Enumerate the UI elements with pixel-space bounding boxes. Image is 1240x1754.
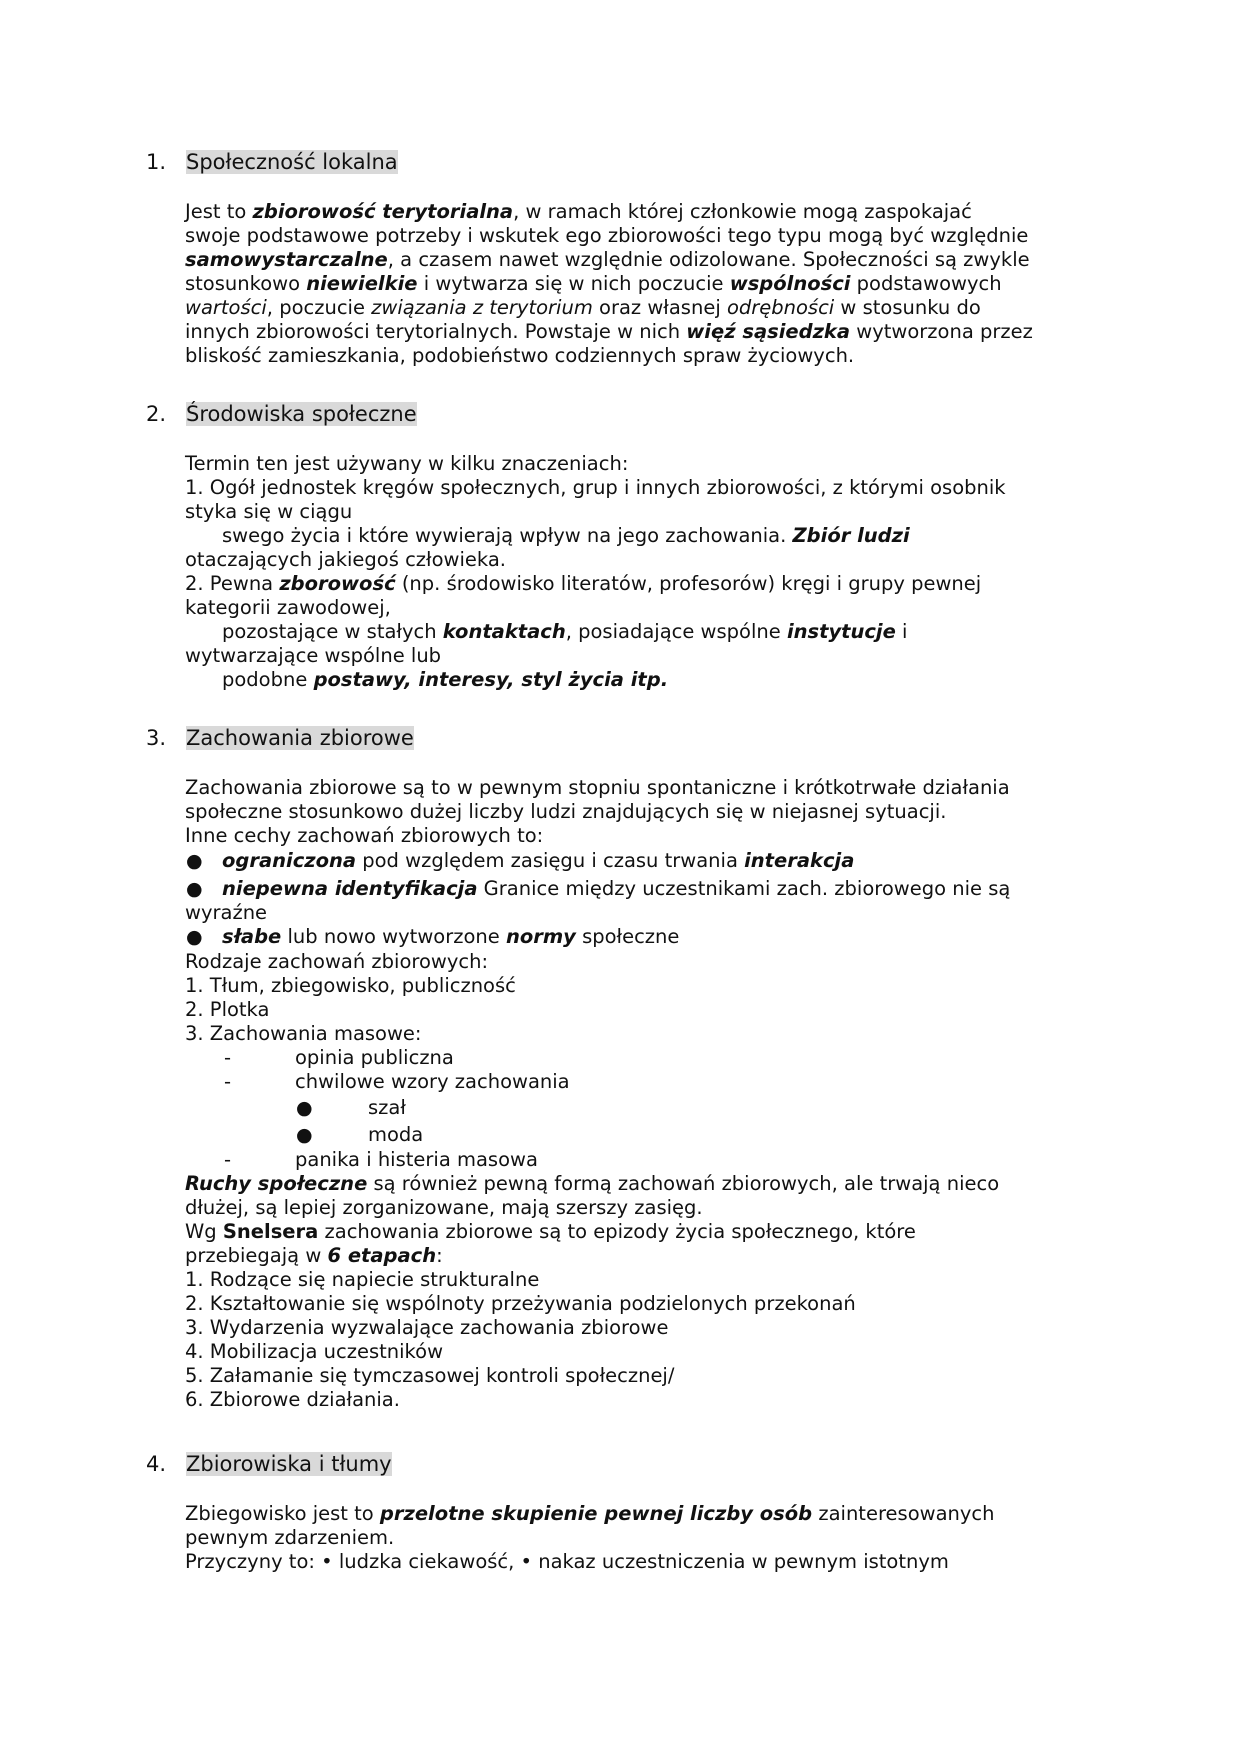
list-item: 6. Zbiorowe działania. xyxy=(185,1388,400,1411)
paragraph-line: przebiegają w 6 etapach: xyxy=(185,1244,443,1267)
paragraph-line: podobne postawy, interesy, styl życia itp. xyxy=(222,668,669,691)
list-item: szał xyxy=(368,1096,406,1119)
list-item: 5. Załamanie się tymczasowej kontroli społecznej/ xyxy=(185,1364,675,1387)
paragraph-line: stosunkowo niewielkie i wytwarza się w nich poczucie wspólności podstawowych xyxy=(185,272,1002,295)
paragraph-line: swego życia i które wywierają wpływ na jego zachowania. Zbiór ludzi xyxy=(222,524,910,547)
paragraph-line: Przyczyny to: • ludzka ciekawość, • nakaz uczestniczenia w pewnym istotnym xyxy=(185,1550,949,1573)
paragraph-line: Termin ten jest używany w kilku znaczeniach: xyxy=(185,452,629,475)
section-number: 2. xyxy=(146,402,167,426)
section-heading xyxy=(183,1452,395,1476)
list-item: panika i histeria masowa xyxy=(295,1148,538,1171)
paragraph-line: Wg Snelsera zachowania zbiorowe są to epizody życia społecznego, które xyxy=(185,1220,916,1243)
list-item: 3. Zachowania masowe: xyxy=(185,1022,422,1045)
paragraph-line: Zachowania zbiorowe są to w pewnym stopniu spontaniczne i krótkotrwałe działania xyxy=(185,776,1010,799)
paragraph-line: wytwarzające wspólne lub xyxy=(185,644,442,667)
paragraph-line: pozostające w stałych kontaktach, posiadające wspólne instytucje i xyxy=(222,620,908,643)
list-item: słabe lub nowo wytworzone normy społeczne xyxy=(222,925,680,948)
list-item: 4. Mobilizacja uczestników xyxy=(185,1340,444,1363)
section-number: 1. xyxy=(146,150,167,174)
section-title: Społeczność lokalna xyxy=(186,150,398,174)
paragraph-line: styka się w ciągu xyxy=(185,500,353,523)
section-number: 4. xyxy=(146,1452,167,1476)
list-item: 1. Rodzące się napiecie strukturalne xyxy=(185,1268,540,1291)
section-title: Zachowania zbiorowe xyxy=(186,726,414,750)
paragraph-line: dłużej, są lepiej zorganizowane, mają szerszy zasięg. xyxy=(185,1196,703,1219)
paragraph-line: Ruchy społeczne są również pewną formą zachowań zbiorowych, ale trwają nieco xyxy=(185,1172,1000,1195)
list-item: 1. Tłum, zbiegowisko, publiczność xyxy=(185,974,516,997)
paragraph-line: Jest to zbiorowość terytorialna, w ramach której członkowie mogą zaspokajać xyxy=(185,200,972,223)
list-item: niepewna identyfikacja Granice między uczestnikami zach. zbiorowego nie są xyxy=(222,877,1011,900)
dash-marker: - xyxy=(224,1148,232,1171)
section-heading xyxy=(183,150,401,174)
section-title: Środowiska społeczne xyxy=(186,402,417,426)
section-number: 3. xyxy=(146,726,167,750)
paragraph-line: pewnym zdarzeniem. xyxy=(185,1526,395,1549)
list-item: moda xyxy=(368,1123,424,1146)
bullet-icon: ● xyxy=(186,850,203,872)
paragraph-line: otaczających jakiegoś człowieka. xyxy=(185,548,506,571)
list-item: chwilowe wzory zachowania xyxy=(295,1070,570,1093)
section-heading xyxy=(183,402,420,426)
section-title: Zbiorowiska i tłumy xyxy=(186,1452,392,1476)
bullet-icon: ● xyxy=(186,926,203,948)
section-heading xyxy=(183,726,417,750)
paragraph-line: Zbiegowisko jest to przelotne skupienie pewnej liczby osób zainteresowanych xyxy=(185,1502,995,1525)
list-item: 2. Kształtowanie się wspólnoty przeżywania podzielonych przekonań xyxy=(185,1292,856,1315)
paragraph-line: kategorii zawodowej, xyxy=(185,596,391,619)
paragraph-line: wyraźne xyxy=(185,901,268,924)
bullet-icon: ● xyxy=(186,878,203,900)
paragraph-line: społeczne stosunkowo dużej liczby ludzi znajdujących się w niejasnej sytuacji. xyxy=(185,800,947,823)
dash-marker: - xyxy=(224,1070,232,1093)
paragraph-line: wartości, poczucie związania z terytorium oraz własnej odrębności w stosunku do xyxy=(185,296,981,319)
paragraph-line: innych zbiorowości terytorialnych. Powstaje w nich więź sąsiedzka wytworzona przez xyxy=(185,320,1033,343)
bullet-icon: ● xyxy=(296,1124,313,1146)
paragraph-line: 1. Ogół jednostek kręgów społecznych, grup i innych zbiorowości, z którymi osobnik xyxy=(185,476,1006,499)
list-item: opinia publiczna xyxy=(295,1046,454,1069)
paragraph-line: samowystarczalne, a czasem nawet względnie odizolowane. Społeczności są zwykle xyxy=(185,248,1030,271)
paragraph-line: swoje podstawowe potrzeby i wskutek ego zbiorowości tego typu mogą być względnie xyxy=(185,224,1029,247)
dash-marker: - xyxy=(224,1046,232,1069)
bullet-icon: ● xyxy=(296,1097,313,1119)
list-item: 3. Wydarzenia wyzwalające zachowania zbiorowe xyxy=(185,1316,669,1339)
list-item: ograniczona pod względem zasięgu i czasu trwania interakcja xyxy=(222,849,855,872)
list-item: 2. Plotka xyxy=(185,998,270,1021)
paragraph-line: 2. Pewna zborowość (np. środowisko literatów, profesorów) kręgi i grupy pewnej xyxy=(185,572,982,595)
paragraph-line: Rodzaje zachowań zbiorowych: xyxy=(185,950,489,973)
paragraph-line: Inne cechy zachowań zbiorowych to: xyxy=(185,824,544,847)
paragraph-line: bliskość zamieszkania, podobieństwo codziennych spraw życiowych. xyxy=(185,344,855,367)
